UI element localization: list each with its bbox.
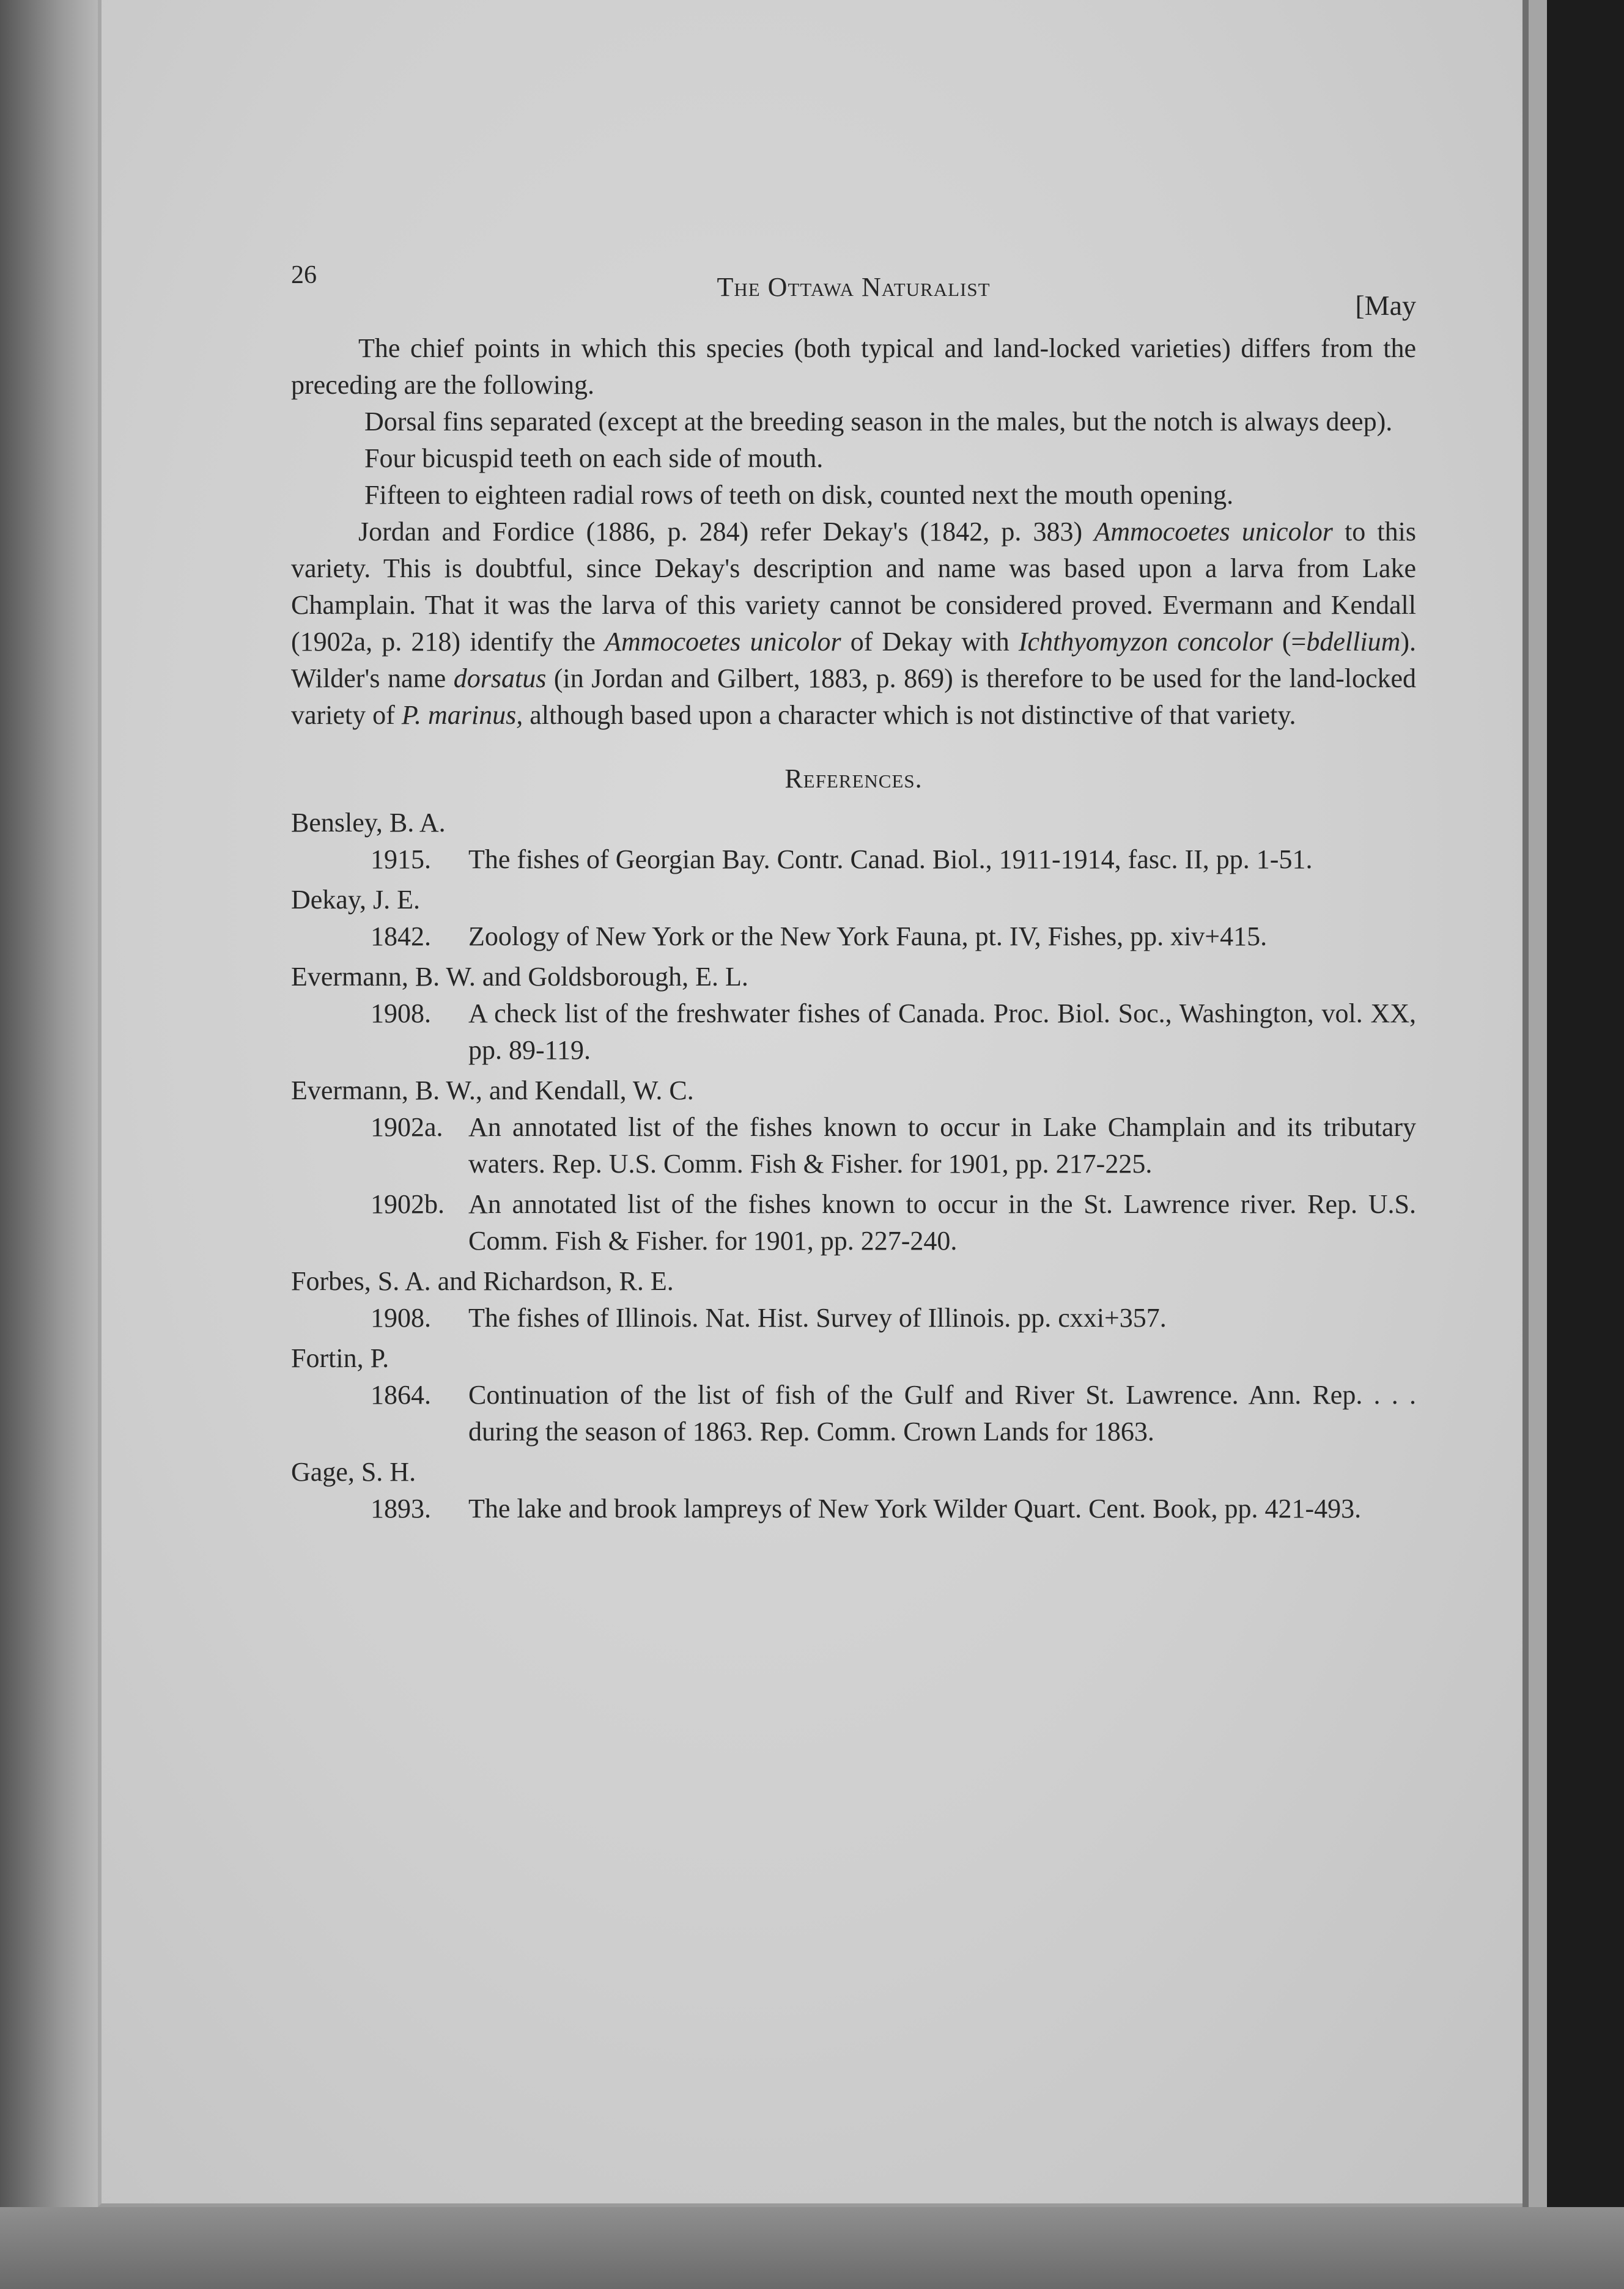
reference-entry (291, 1300, 1416, 1336)
reference-text: A check list of the freshwater fishes of Canada. Proc. Biol. Soc., Washington, vol. XX, pp. 89-119. (468, 998, 1416, 1065)
reference-author: Dekay, J. E. (291, 885, 420, 915)
reference-text: Zoology of New York or the New York Fauna, pt. IV, Fishes, pp. xiv+415. (468, 921, 1268, 951)
issue-month: [May (1355, 290, 1416, 321)
reference-year: 1908. (371, 1303, 431, 1333)
discussion-text: ). Wilder's name (291, 627, 1416, 693)
references-heading: References. (784, 764, 923, 794)
reference-entry (291, 1109, 1416, 1182)
reference-author: Gage, S. H. (291, 1457, 416, 1487)
intro-paragraph: The chief points in which this species (both typical and land-locked varieties) differs from the preceding are the following. (291, 333, 1416, 400)
discussion-text: (in Jordan and Gilbert, 1883, p. 869) is therefore to be used for the land-locked variety of (291, 663, 1417, 730)
references-list (291, 805, 1416, 1527)
species-name: Ammocoetes unicolor (1094, 517, 1333, 547)
reference-text: An annotated list of the fishes known to occur in the St. Lawrence river. Rep. U.S. Comm. Fish & Fisher. for 1901, pp. 227-240. (468, 1189, 1416, 1256)
reference-entry (291, 841, 1416, 878)
reference-text: The fishes of Illinois. Nat. Hist. Survey of Illinois. pp. cxxi+357. (468, 1303, 1167, 1333)
species-name: dorsatus (453, 663, 547, 693)
running-head (291, 257, 1416, 321)
discussion-text: of Dekay with (841, 627, 1019, 657)
scan-bottom-edge (0, 2207, 1624, 2289)
discussion-text: although based upon a character which is not distinctive of that variety. (523, 700, 1296, 730)
reference-author: Forbes, S. A. and Richardson, R. E. (291, 1266, 674, 1296)
reference-entry (291, 1186, 1416, 1259)
page-number: 26 (291, 261, 317, 289)
discussion-text: Jordan and Fordice (1886, p. 284) refer Dekay's (1842, p. 383) (358, 517, 1094, 547)
journal-title: The Ottawa Naturalist (717, 272, 991, 302)
point-item: Four bicuspid teeth on each side of mouth. (364, 443, 824, 473)
reference-year: 1864. (371, 1380, 431, 1410)
point-item: Fifteen to eighteen radial rows of teeth on disk, counted next the mouth opening. (364, 480, 1234, 510)
reference-year: 1915. (371, 844, 431, 874)
discussion-text: to this variety. This is doubtful, since Dekay's description and name was based upon a larva from Lake Champlain. That it was the larva of this variety cannot be considered proved. Evermann and Kendall (1902a, p. 218) identify the (291, 517, 1417, 657)
discussion-paragraph (291, 514, 1416, 734)
reference-entry (291, 995, 1416, 1069)
reference-author: Bensley, B. A. (291, 808, 446, 838)
point-item: Dorsal fins separated (except at the breeding season in the males, but the notch is always deep). (364, 407, 1393, 437)
reference-text: The lake and brook lampreys of New York Wilder Quart. Cent. Book, pp. 421-493. (468, 1494, 1362, 1524)
reference-text: An annotated list of the fishes known to occur in Lake Champlain and its tributary waters. Rep. U.S. Comm. Fish & Fisher. for 1901, pp. 217-225. (468, 1112, 1416, 1179)
reference-author: Evermann, B. W., and Kendall, W. C. (291, 1075, 694, 1105)
reference-entry (291, 1491, 1416, 1527)
species-name: Ammocoetes unicolor (605, 627, 841, 657)
page-content (291, 257, 1416, 1531)
reference-year: 1902b. (371, 1189, 445, 1219)
species-name: Ichthyomyzon concolor (1018, 627, 1273, 657)
reference-year: 1908. (371, 998, 431, 1028)
species-name: bdellium (1306, 627, 1401, 657)
page (98, 0, 1523, 2207)
reference-entry (291, 1377, 1416, 1450)
reference-year: 1893. (371, 1494, 431, 1524)
species-name: P. marinus, (401, 700, 523, 730)
reference-text: Continuation of the list of fish of the Gulf and River St. Lawrence. Ann. Rep. . . . during the season of 1863. Rep. Comm. Crown Lands for 1863. (468, 1380, 1416, 1447)
scan-left-edge (0, 0, 104, 2289)
reference-year: 1902a. (371, 1112, 443, 1142)
reference-year: 1842. (371, 921, 431, 951)
reference-entry (291, 918, 1416, 955)
reference-author: Fortin, P. (291, 1343, 389, 1373)
reference-author: Evermann, B. W. and Goldsborough, E. L. (291, 962, 748, 992)
reference-text: The fishes of Georgian Bay. Contr. Canad. Biol., 1911-1914, fasc. II, pp. 1-51. (468, 844, 1313, 874)
scan-right-edge-light (1529, 0, 1547, 2289)
discussion-text: (= (1272, 627, 1307, 657)
